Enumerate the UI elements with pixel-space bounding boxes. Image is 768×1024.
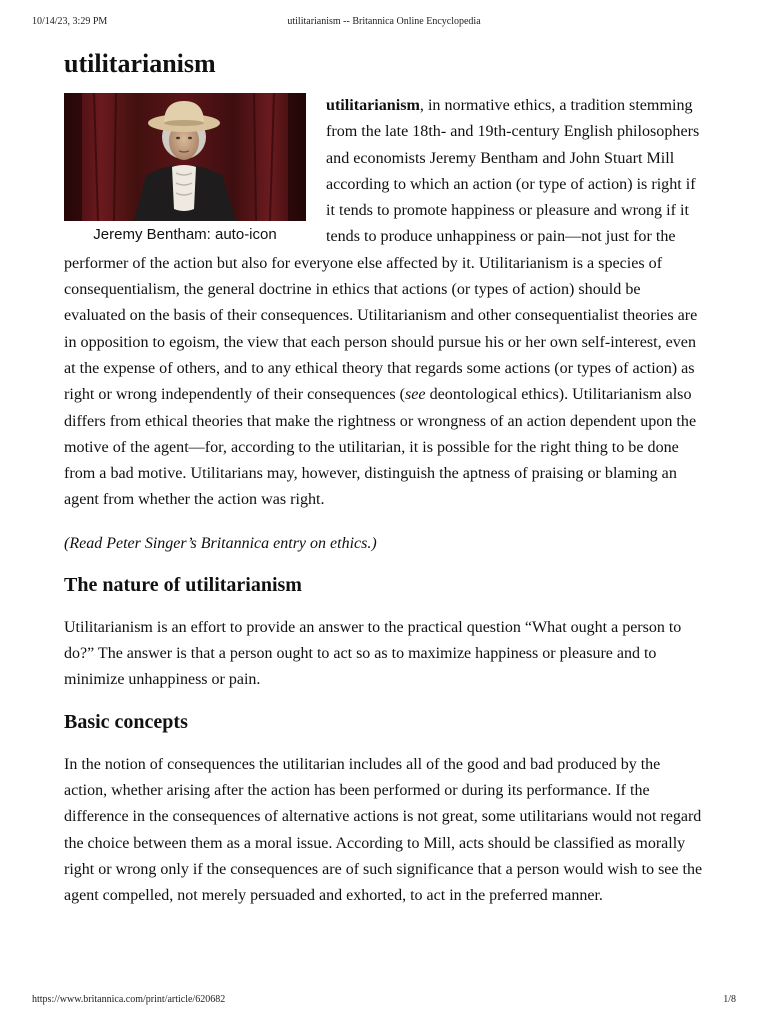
article-figure — [64, 93, 306, 245]
page-number: 1/8 — [723, 994, 736, 1005]
article — [64, 44, 704, 909]
print-footer — [32, 994, 736, 1008]
section-heading-basic-concepts: Basic concepts — [64, 710, 188, 733]
see-reference: see — [405, 386, 426, 404]
read-more-note[interactable]: (Read Peter Singer’s Britannica entry on ethics.) — [64, 534, 377, 552]
print-url[interactable]: https://www.britannica.com/print/article/620682 — [32, 994, 226, 1005]
intro-term: utilitarianism — [326, 97, 420, 114]
article-title: utilitarianism — [64, 49, 216, 78]
section-heading-nature: The nature of utilitarianism — [64, 573, 302, 596]
intro-text-part-1: , in normative ethics, a tradition stemming from the late 18th- and 19th-century English philosophers and economists Jeremy Bentham and John Stuart Mill according to which an action (or type of action) is right if it tends to promote happiness or pleasure and wrong if it tends to produce unhappiness or pain—not just for the performer of the action but also for everyone else affected by it. Utilitarianism is a species of consequentialism, the general doctrine in ethics that actions (or types of action) should be evaluated on the basis of their consequences. Utilitarianism and other consequentialist theories are in opposition to egoism, the view that each person should pursue his or her own self-interest, even at the expense of others, and to any ethical theory that regards some actions (or types of action) as right or wrong independently of their consequences ( — [64, 97, 700, 404]
print-header — [32, 16, 736, 30]
section-paragraph-nature: Utilitarianism is an effort to provide an answer to the practical question “What ought a person to do?” The answer is that a person ought to act so as to maximize happiness or pleasure and to minimize unhappiness or pain. — [64, 618, 682, 689]
section-paragraph-basic-concepts: In the notion of consequences the utilitarian includes all of the good and bad produced by the action, whether arising after the action has been performed or during its performance. If the difference in the consequences of alternative actions is not great, some utilitarians would not regard the choice between them as a moral issue. According to Mill, acts should be classified as morally right or wrong only if the consequences are of such significance that a person would wish to see the agent compelled, not merely persuaded and exhorted, to act in the preferred manner. — [64, 755, 703, 905]
figure-caption: Jeremy Bentham: auto-icon — [93, 226, 277, 243]
bentham-auto-icon-photo[interactable] — [64, 93, 306, 221]
print-document-title: utilitarianism -- Britannica Online Encyclopedia — [287, 16, 481, 27]
print-date: 10/14/23, 3:29 PM — [32, 16, 108, 27]
intro-text-part-2: deontological ethics). Utilitarianism also differs from ethical theories that make the rightness or wrongness of an action dependent upon the motive of the agent—for, according to the utilitarian, it is possible for the right thing to be done from a bad motive. Utilitarians may, however, distinguish the aptness of praising or blaming an agent from whether the action was right. — [64, 386, 697, 509]
